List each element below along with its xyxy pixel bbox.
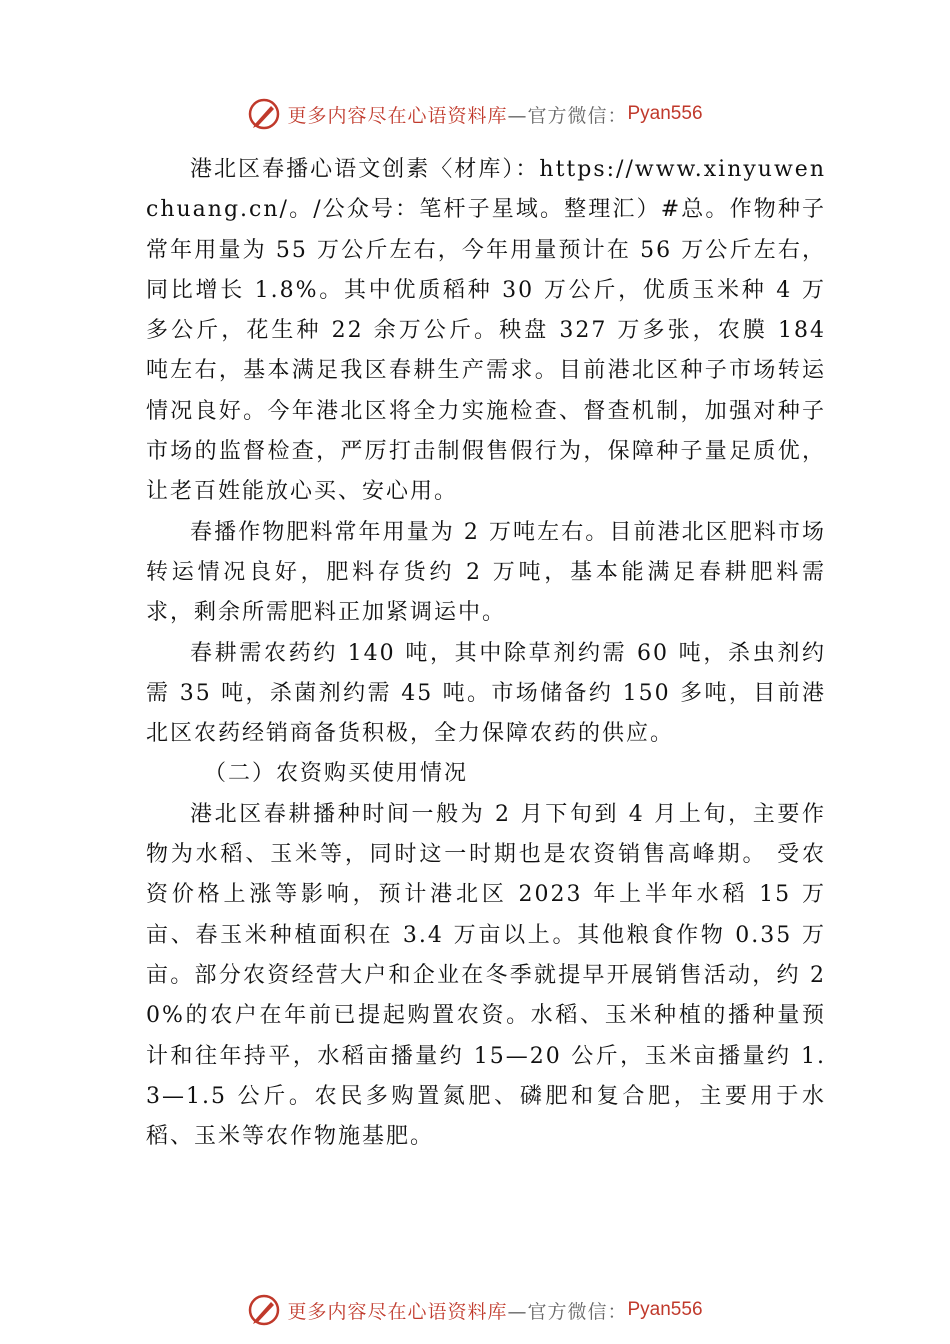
banner-text-label: —官方微信： (507, 104, 628, 127)
section-heading: （二）农资购买使用情况 (204, 761, 469, 787)
footer-banner (0, 1290, 950, 1330)
paragraph-fertilizer: 春播作物肥料常年用量为 2 万吨左右。目前港北区肥料市场转运情况良好，肥料存货约 2 万吨，基本能满足春耕肥料需求，剩余所需肥料正加紧调运中。 (146, 519, 826, 626)
header-banner (0, 94, 950, 134)
paragraph-purchase: 港北区春耕播种时间一般为 2 月下旬到 4 月上旬，主要作物为水稻、玉米等，同时这一时期也是农资销售高峰期。 受农资价格上涨等影响，预计港北区 2023 年上半年水稻 15 万亩、春玉米种植面积在 3.4 万亩以上。其他粮食作物 0.35 万亩。部分农资经营大户和企业在冬季就提早开展销售活动，约 20%的农户在年前已提起购置农资。水稻、玉米种植的播种量预计和往年持平，水稻亩播量约 15—20 公斤，玉米亩播量约 1.3—1.5 公斤。农民多购置氮肥、磷肥和复合肥，主要用于水稻、玉米等农作物施基肥。 (146, 801, 826, 1150)
paragraph-seeds: 港北区春播心语文创素〈材库）：https://www.xinyuwenchuang.cn/。/公众号：笔杆子星域。整理汇）#总。作物种子常年用量为 55 万公斤左右，今年用量预计在 56 万公斤左右，同比增长 1.8%。其中优质稻种 30 万公斤，优质玉米种 4 万多公斤，花生种 22 余万公斤。秧盘 327 万多张，农膜 184 吨左右，基本满足我区春耕生产需求。目前港北区种子市场转运情况良好。今年港北区将全力实施检查、督查机制，加强对种子市场的监督检查，严厉打击制假售假行为，保障种子量足质优，让老百姓能放心买、安心用。 (146, 157, 826, 505)
document-body (146, 150, 826, 1157)
banner-text-label: —官方微信： (507, 1300, 628, 1323)
banner-text-main: 更多内容尽在心语资料库 (287, 104, 508, 127)
pen-logo-icon (247, 97, 281, 131)
banner-wechat-id: Pyan556 (627, 103, 703, 124)
pen-logo-icon (247, 1293, 281, 1327)
banner-text-main: 更多内容尽在心语资料库 (287, 1300, 508, 1323)
banner-wechat-id: Pyan556 (627, 1299, 703, 1320)
paragraph-pesticide: 春耕需农药约 140 吨，其中除草剂约需 60 吨，杀虫剂约需 35 吨，杀菌剂约需 45 吨。市场储备约 150 多吨，目前港北区农药经销商备货积极，全力保障农药的供应。 (146, 640, 826, 747)
